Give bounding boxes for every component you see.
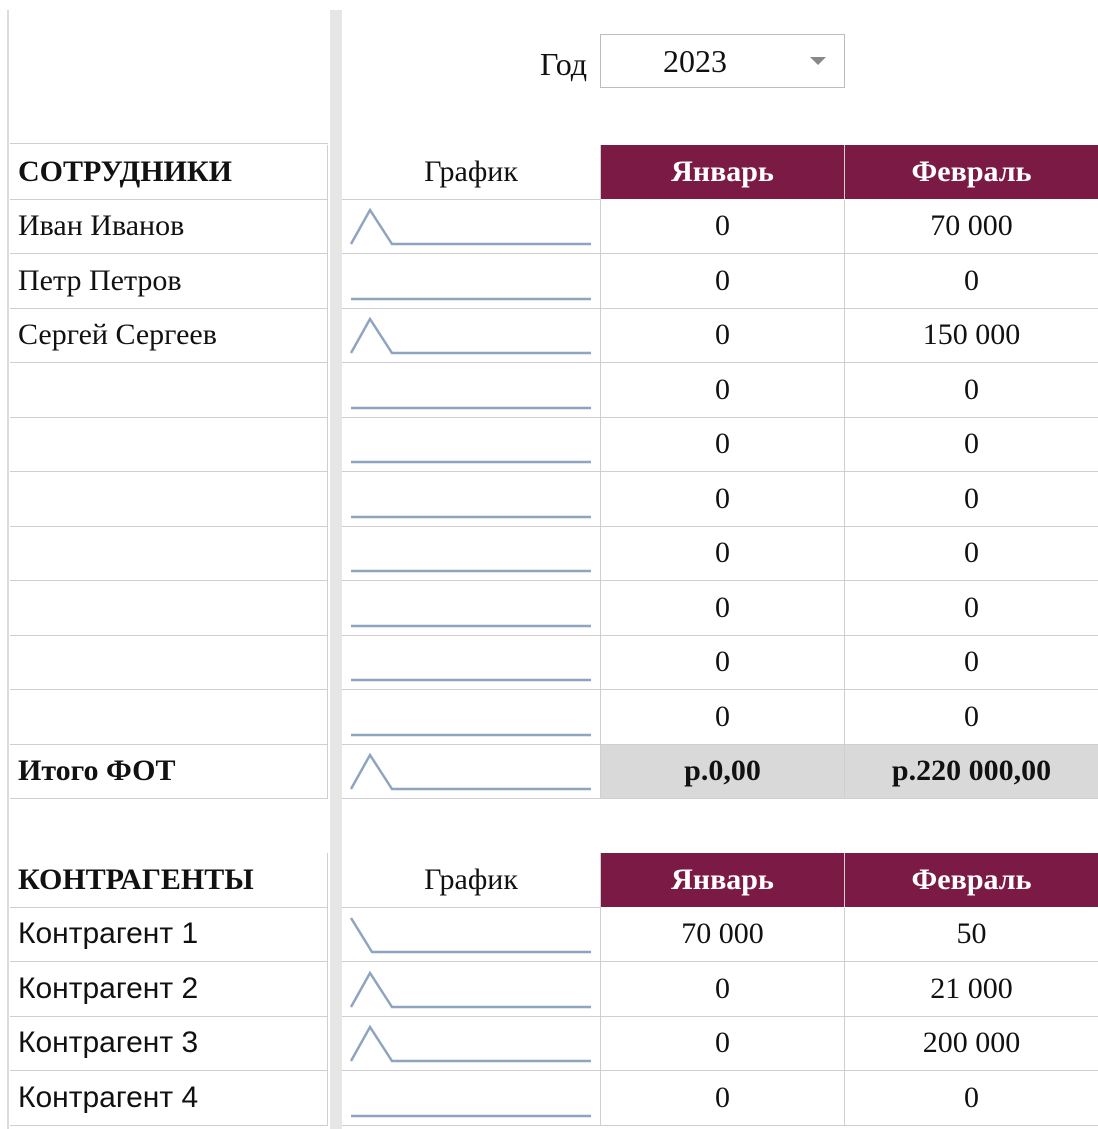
- counterparties-row-name[interactable]: Контрагент 3: [10, 1017, 328, 1072]
- employees-header: СОТРУДНИКИ: [10, 145, 328, 200]
- sparkline: [348, 749, 594, 793]
- employees-row-feb-value[interactable]: 0: [845, 581, 1098, 636]
- counterparties-month-feb: Февраль: [845, 853, 1098, 908]
- counterparties-row-sparkline: [342, 1071, 601, 1126]
- employees-row-name[interactable]: Сергей Сергеев: [10, 309, 328, 364]
- sparkline-path: [351, 973, 591, 1007]
- counterparties-row-name[interactable]: Контрагент 4: [10, 1071, 328, 1126]
- employees-row-sparkline: [342, 527, 601, 582]
- counterparties-row-feb-value[interactable]: 50: [845, 908, 1098, 963]
- counterparties-row-sparkline: [342, 1017, 601, 1072]
- counterparties-row-feb-value[interactable]: 21 000: [845, 962, 1098, 1017]
- year-label: Год: [540, 46, 588, 82]
- employees-row-feb-value[interactable]: 0: [845, 254, 1098, 309]
- employees-row-feb-value[interactable]: 0: [845, 418, 1098, 473]
- employees-row-sparkline: [342, 363, 601, 418]
- employees-row-sparkline: [342, 690, 601, 745]
- sparkline-path: [351, 755, 591, 789]
- employees-row-name[interactable]: Петр Петров: [10, 254, 328, 309]
- employees-row-feb-value[interactable]: 0: [845, 363, 1098, 418]
- counterparties-row-jan-value[interactable]: 0: [601, 1071, 845, 1126]
- sparkline-path: [351, 210, 591, 244]
- frozen-pane-divider: [330, 10, 342, 1129]
- sparkline-path: [351, 1027, 591, 1061]
- employees-row-feb-value[interactable]: 0: [845, 690, 1098, 745]
- sparkline-path: [351, 918, 591, 952]
- sparkline: [348, 477, 594, 521]
- employees-row-jan-value[interactable]: 0: [601, 418, 845, 473]
- chevron-down-icon[interactable]: [810, 57, 826, 65]
- sparkline: [348, 313, 594, 357]
- frozen-pane-divider-left: [7, 10, 9, 1129]
- employees-row-jan-value[interactable]: 0: [601, 472, 845, 527]
- year-value: 2023: [663, 42, 727, 79]
- counterparties-chart-header: График: [342, 853, 601, 908]
- counterparties-month-jan: Январь: [601, 853, 845, 908]
- employees-row-jan-value[interactable]: 0: [601, 309, 845, 364]
- employees-row-name[interactable]: [10, 363, 328, 418]
- employees-row-name[interactable]: [10, 636, 328, 691]
- employees-row-sparkline: [342, 418, 601, 473]
- sparkline: [348, 1076, 594, 1120]
- employees-row-jan-value[interactable]: 0: [601, 636, 845, 691]
- counterparties-row-sparkline: [342, 908, 601, 963]
- sparkline: [348, 695, 594, 739]
- employees-row-feb-value[interactable]: 0: [845, 636, 1098, 691]
- counterparties-row-feb-value[interactable]: 0: [845, 1071, 1098, 1126]
- employees-row-jan-value[interactable]: 0: [601, 363, 845, 418]
- sparkline-path: [351, 319, 591, 353]
- employees-month-jan: Январь: [601, 145, 845, 200]
- employees-row-name[interactable]: [10, 690, 328, 745]
- employees-chart-header: График: [342, 145, 601, 200]
- counterparties-row-feb-value[interactable]: 200 000: [845, 1017, 1098, 1072]
- employees-total-label: Итого ФОТ: [10, 745, 328, 800]
- employees-row-feb-value[interactable]: 0: [845, 527, 1098, 582]
- employees-row-jan-value[interactable]: 0: [601, 254, 845, 309]
- sparkline: [348, 204, 594, 248]
- counterparties-header: КОНТРАГЕНТЫ: [10, 853, 328, 908]
- employees-row-name[interactable]: [10, 581, 328, 636]
- sparkline: [348, 422, 594, 466]
- employees-row-jan-value[interactable]: 0: [601, 581, 845, 636]
- employees-total-feb: р.220 000,00: [845, 745, 1098, 800]
- employees-row-name[interactable]: Иван Иванов: [10, 200, 328, 255]
- counterparties-row-name[interactable]: Контрагент 2: [10, 962, 328, 1017]
- employees-row-name[interactable]: [10, 418, 328, 473]
- employees-row-jan-value[interactable]: 0: [601, 527, 845, 582]
- employees-row-sparkline: [342, 254, 601, 309]
- counterparties-row-jan-value[interactable]: 0: [601, 1017, 845, 1072]
- counterparties-row-sparkline: [342, 962, 601, 1017]
- counterparties-row-jan-value[interactable]: 0: [601, 962, 845, 1017]
- sparkline: [348, 1021, 594, 1065]
- sparkline: [348, 531, 594, 575]
- sparkline: [348, 259, 594, 303]
- employees-row-name[interactable]: [10, 472, 328, 527]
- sparkline: [348, 967, 594, 1011]
- employees-row-name[interactable]: [10, 527, 328, 582]
- employees-total-sparkline: [342, 745, 601, 800]
- top-row-border: [10, 143, 328, 144]
- counterparties-row-name[interactable]: Контрагент 1: [10, 908, 328, 963]
- sparkline: [348, 912, 594, 956]
- year-dropdown[interactable]: [600, 34, 845, 88]
- employees-row-sparkline: [342, 472, 601, 527]
- employees-row-feb-value[interactable]: 150 000: [845, 309, 1098, 364]
- employees-row-sparkline: [342, 581, 601, 636]
- employees-total-jan: р.0,00: [601, 745, 845, 800]
- employees-row-jan-value[interactable]: 0: [601, 200, 845, 255]
- sparkline: [348, 640, 594, 684]
- employees-row-sparkline: [342, 200, 601, 255]
- employees-row-feb-value[interactable]: 0: [845, 472, 1098, 527]
- employees-row-jan-value[interactable]: 0: [601, 690, 845, 745]
- sparkline: [348, 586, 594, 630]
- employees-month-feb: Февраль: [845, 145, 1098, 200]
- employees-row-feb-value[interactable]: 70 000: [845, 200, 1098, 255]
- employees-row-sparkline: [342, 636, 601, 691]
- sparkline: [348, 368, 594, 412]
- employees-row-sparkline: [342, 309, 601, 364]
- counterparties-row-jan-value[interactable]: 70 000: [601, 908, 845, 963]
